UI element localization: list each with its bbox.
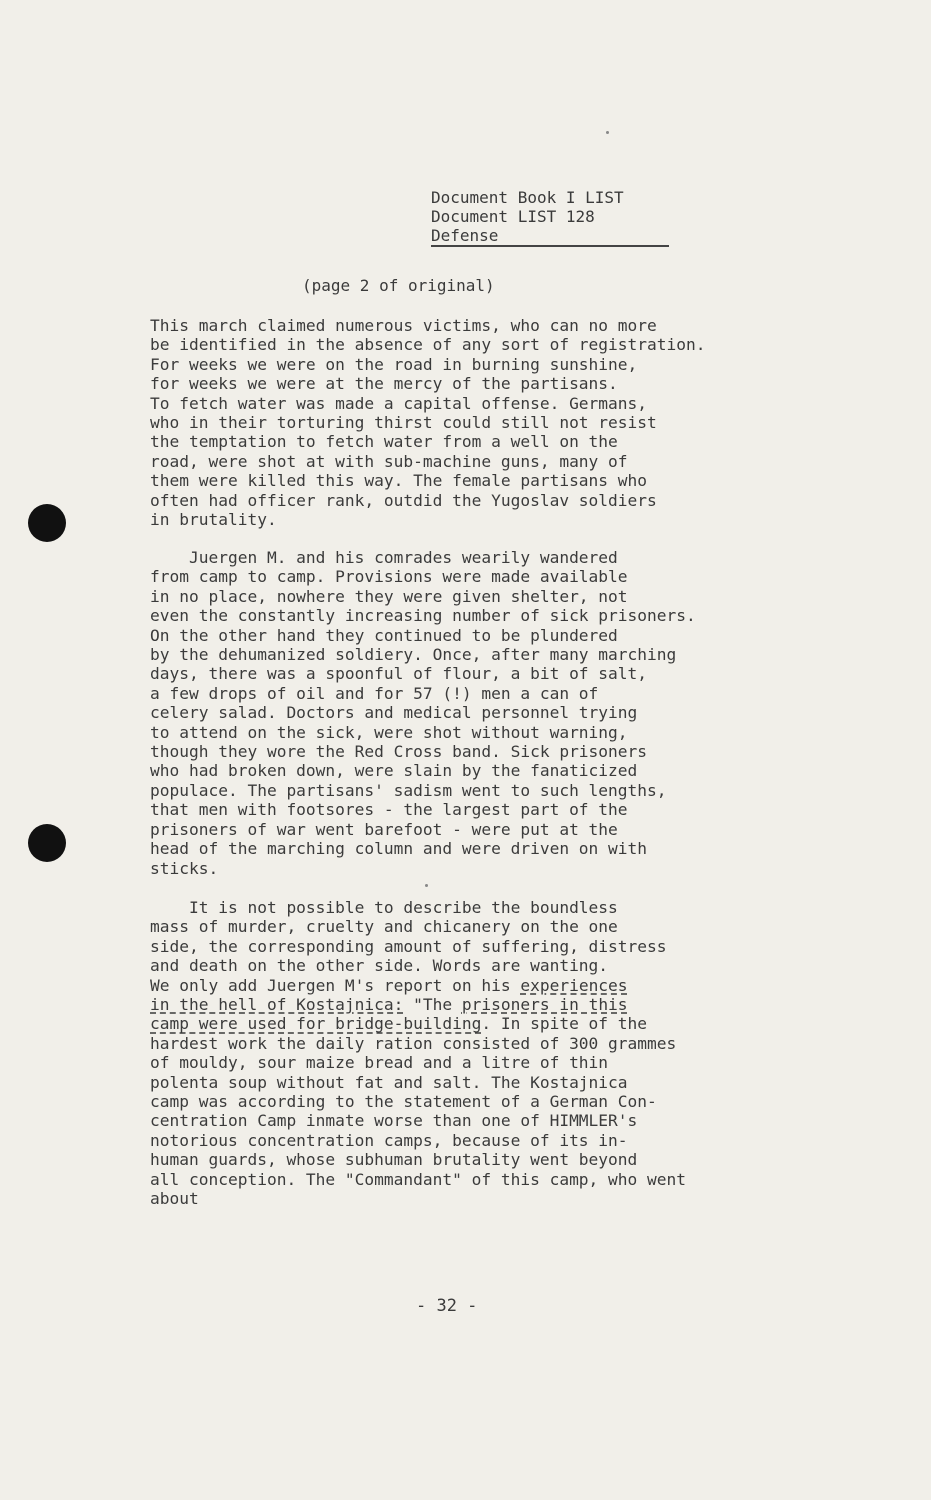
header-line-defense: Defense bbox=[431, 226, 669, 247]
page-number: - 32 - bbox=[416, 1296, 478, 1316]
paragraph-3: It is not possible to describe the boundless mass of murder, cruelty and chicanery on the one side, the corresponding amount of suffering, distress and death on the other side. Words are wanting. We only add Juergen M's report on his experiences in the hell of Kostajnica: "The prisoners in this camp were used for bridge-building. In spite of the hardest work the daily ration consisted of 300 grammes of mouldy, sour maize bread and a litre of thin polenta soup without fat and salt. The Kostajnica camp was according to the statement of a German Con- centration Camp inmate worse than one of HIMMLER's notorious concentration camps, because of its in- human guards, whose subhuman brutality went beyond all conception. The "Commandant" of this camp, who went about bbox=[150, 898, 687, 1209]
document-header bbox=[431, 188, 669, 247]
paragraph-1: This march claimed numerous victims, who can no more be identified in the absence of any sort of registration. For weeks we were on the road in burning sunshine, for weeks we were at the mercy of the partisans. To fetch water was made a capital offense. Germans, who in their torturing thirst could still not resist the temptation to fetch water from a well on the road, were shot at with sub-machine guns, many of them were killed this way. The female partisans who often had officer rank, outdid the Yugoslav soldiers in brutality. bbox=[150, 316, 706, 530]
header-line-book: Document Book I LIST bbox=[431, 188, 624, 207]
speck bbox=[425, 884, 428, 887]
header-line-document: Document LIST 128 bbox=[431, 207, 595, 226]
punch-hole bbox=[28, 504, 66, 542]
speck bbox=[606, 131, 609, 134]
page-subheading: (page 2 of original) bbox=[302, 276, 495, 295]
paragraph-2: Juergen M. and his comrades wearily wandered from camp to camp. Provisions were made available in no place, nowhere they were given shelter, not even the constantly increasing number of sick prisoners. On the other hand they continued to be plundered by the dehumanized soldiery. Once, after many marching days, there was a spoonful of flour, a bit of salt, a few drops of oil and for 57 (!) men a can of celery salad. Doctors and medical personnel trying to attend on the sick, were shot without warning, though they wore the Red Cross band. Sick prisoners who had broken down, were slain by the fanaticized populace. The partisans' sadism went to such lengths, that men with footsores - the largest part of the prisoners of war went barefoot - were put at the head of the marching column and were driven on with sticks. bbox=[150, 548, 696, 878]
punch-hole bbox=[28, 824, 66, 862]
